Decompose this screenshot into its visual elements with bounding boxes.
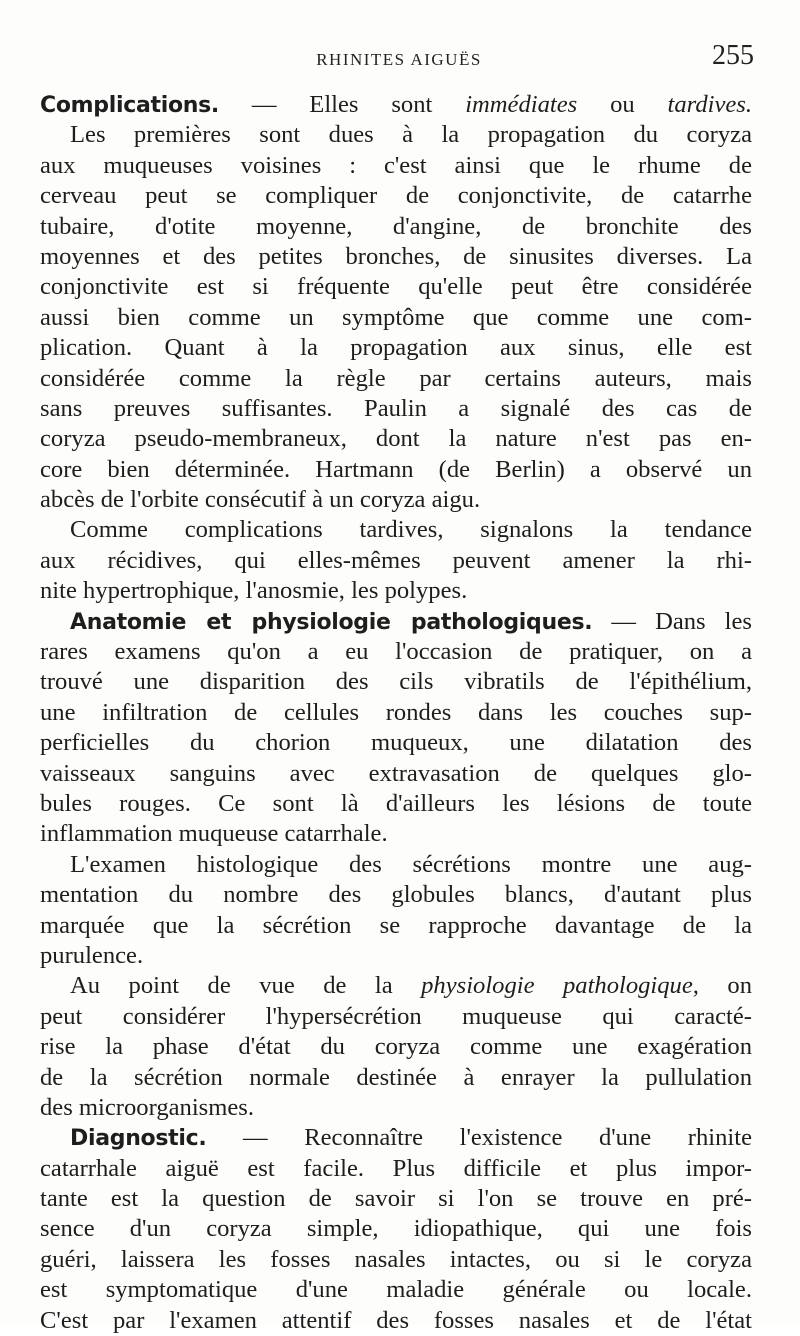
paragraph-line: abcès de l'orbite consécutif à un coryza aigu. [40, 486, 481, 514]
paragraph-line: perficielles du chorion muqueux, une dilatation des [40, 729, 752, 757]
paragraph-line: Anatomie et physiologie pathologiques. — Dans les [70, 607, 753, 635]
paragraph-line: Au point de vue de la physiologie pathologique, on [70, 972, 752, 1000]
paragraph-line: aux récidives, qui elles-mêmes peuvent amener la rhi- [40, 546, 752, 574]
paragraph-line: tubaire, d'otite moyenne, d'angine, de bronchite des [40, 212, 752, 240]
running-header [44, 40, 754, 82]
section-heading-complications: Complications. [40, 93, 219, 118]
paragraph-line: Complications. — Elles sont immédiates ou tardives. [40, 91, 752, 118]
paragraph-line: de la sécrétion normale destinée à enrayer la pullulation [40, 1063, 752, 1091]
paragraph-line: des microorganismes. [40, 1093, 255, 1121]
paragraph-line: vaisseaux sanguins avec extravasation de quelques glo- [40, 759, 752, 787]
section-heading-diagnostic: Diagnostic. [70, 1126, 207, 1152]
body-text [40, 90, 752, 1336]
running-title: RHINITES AIGUËS [316, 50, 482, 69]
paragraph-line: C'est par l'examen attentif des fosses nasales et de l'état [40, 1306, 752, 1334]
paragraph-line: conjonctivite est si fréquente qu'elle peut être considérée [40, 273, 752, 301]
paragraph-line: bules rouges. Ce sont là d'ailleurs les lésions de toute [40, 789, 752, 817]
paragraph-line: Comme complications tardives, signalons la tendance [70, 516, 752, 544]
paragraph-line: considérée comme la règle par certains auteurs, mais [40, 364, 752, 392]
paragraph-line: aux muqueuses voisines : c'est ainsi que le rhume de [40, 151, 752, 179]
paragraph-line: inflammation muqueuse catarrhale. [40, 820, 388, 848]
paragraph-line: trouvé une disparition des cils vibratils de l'épithélium, [40, 668, 752, 696]
page-number: 255 [712, 40, 754, 71]
section-heading-anatomie: Anatomie et physiologie pathologiques. [70, 609, 593, 635]
paragraph-line: sans preuves suffisantes. Paulin a signalé des cas de [40, 394, 752, 422]
paragraph-line: une infiltration de cellules rondes dans les couches sup- [40, 698, 752, 726]
paragraph-line: catarrhale aiguë est facile. Plus difficile et plus impor- [40, 1154, 752, 1182]
paragraph-line: core bien déterminée. Hartmann (de Berlin) a observé un [40, 455, 752, 483]
paragraph-line: marquée que la sécrétion se rapproche davantage de la [40, 911, 752, 939]
paragraph-line: est symptomatique d'une maladie générale ou locale. [40, 1276, 752, 1304]
paragraph-line: rise la phase d'état du coryza comme une exagération [40, 1033, 752, 1061]
paragraph-line: moyennes et des petites bronches, de sinusites diverses. La [40, 242, 752, 270]
paragraph-line: L'examen histologique des sécrétions montre une aug- [70, 850, 752, 878]
paragraph-line: mentation du nombre des globules blancs, d'autant plus [40, 881, 752, 909]
paragraph-line: purulence. [40, 941, 144, 969]
paragraph-line: Les premières sont dues à la propagation du coryza [70, 121, 752, 149]
paragraph-line: rares examens qu'on a eu l'occasion de pratiquer, on a [40, 638, 752, 666]
paragraph-line: plication. Quant à la propagation aux sinus, elle est [40, 334, 752, 362]
paragraph-line: Diagnostic. — Reconnaître l'existence d'une rhinite [70, 1124, 752, 1152]
paragraph-line: peut considérer l'hypersécrétion muqueuse qui caracté- [40, 1002, 752, 1030]
paragraph-line: tante est la question de savoir si l'on se trouve en pré- [40, 1185, 752, 1213]
paragraph-line: cerveau peut se compliquer de conjonctivite, de catarrhe [40, 182, 752, 210]
paragraph-line: aussi bien comme un symptôme que comme une com- [40, 303, 752, 331]
paragraph-line: nite hypertrophique, l'anosmie, les polypes. [40, 577, 468, 605]
paragraph-line: sence d'un coryza simple, idiopathique, qui une fois [40, 1215, 752, 1243]
paragraph-line: guéri, laissera les fosses nasales intactes, ou si le coryza [40, 1245, 752, 1273]
paragraph-line: coryza pseudo-membraneux, dont la nature n'est pas en- [40, 425, 752, 453]
